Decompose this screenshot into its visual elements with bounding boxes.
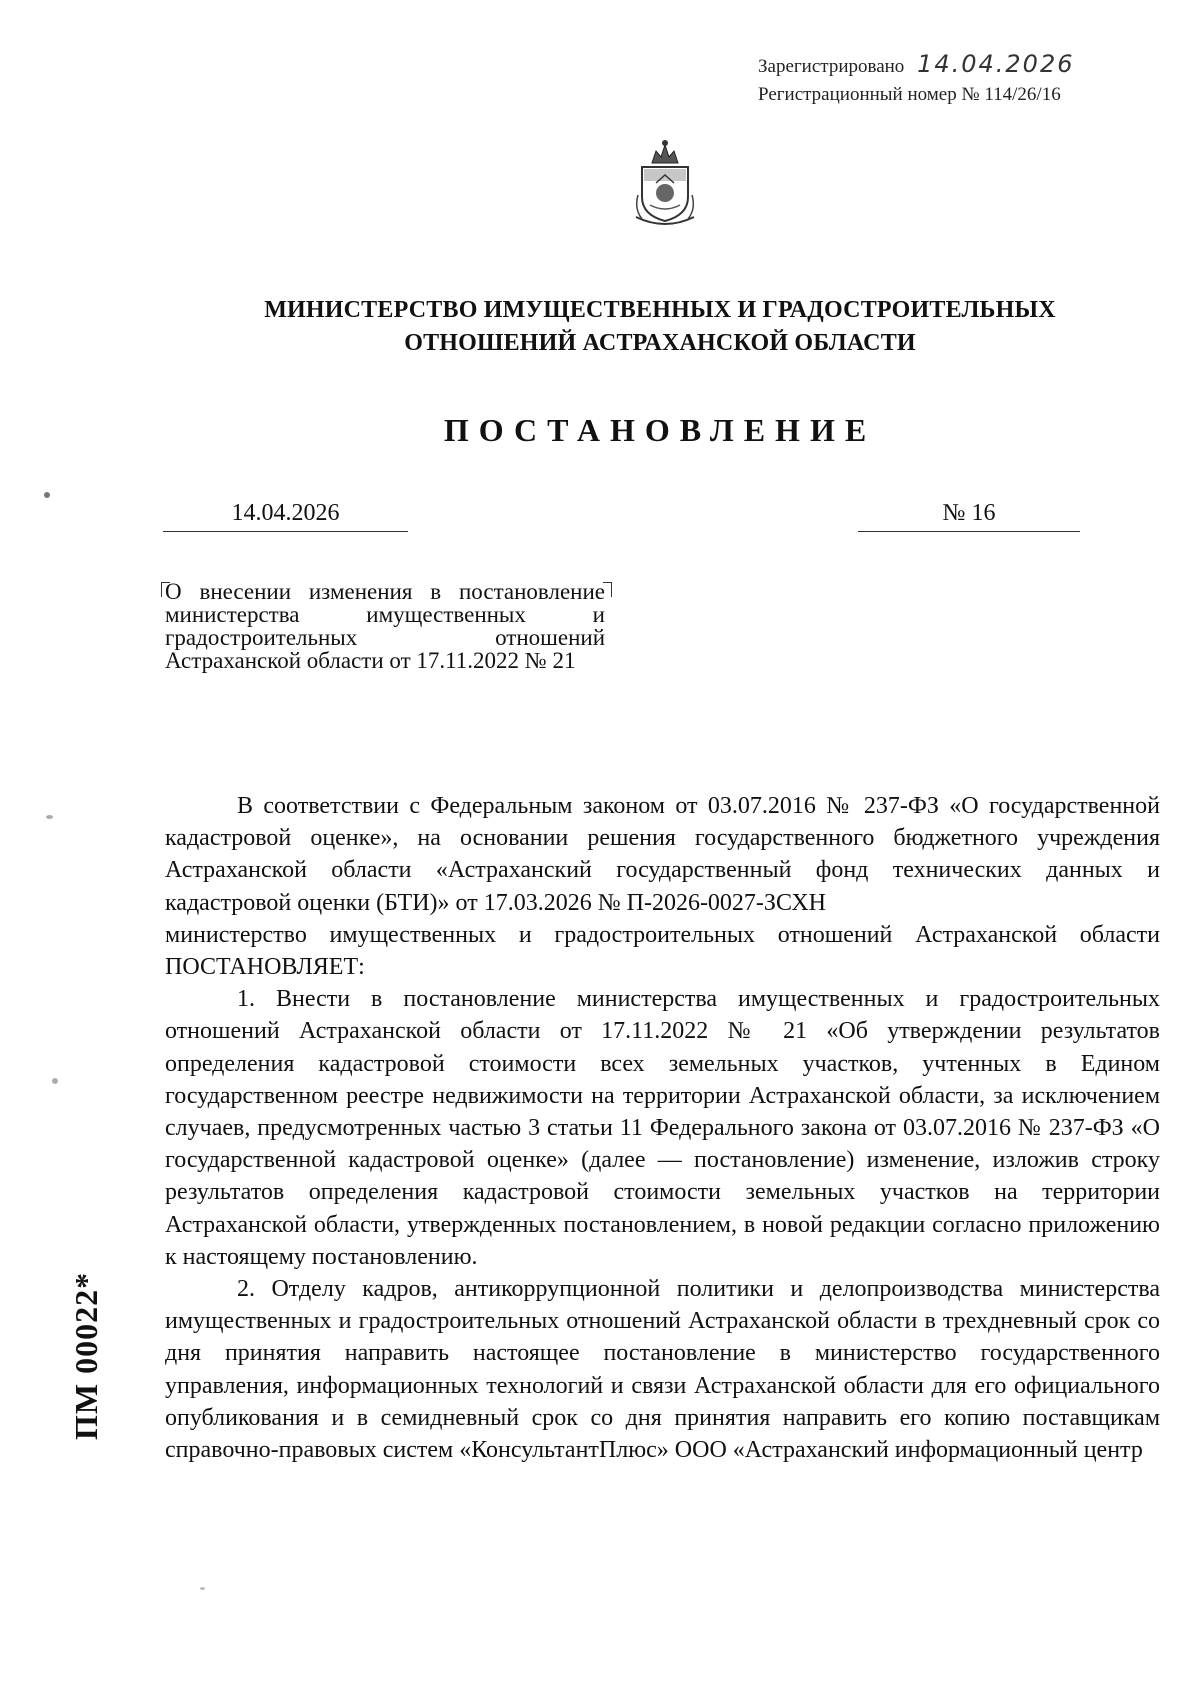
- registered-label: Зарегистрировано: [758, 56, 905, 77]
- document-subject: О внесении изменения в постановление министерства имущественных и градостроительных отношений Астраханской области от 17.11.2022 № 21: [165, 579, 605, 673]
- scan-speck: [52, 1078, 58, 1084]
- ministry-line-2: ОТНОШЕНИЙ АСТРАХАНСКОЙ ОБЛАСТИ: [404, 330, 916, 356]
- document-type-title: ПОСТАНОВЛЕНИЕ: [443, 412, 877, 448]
- ministry-line-1: МИНИСТЕРСТВО ИМУЩЕСТВЕННЫХ И ГРАДОСТРОИТЕЛЬНЫХ: [264, 297, 1056, 323]
- registration-block: [758, 50, 1074, 109]
- coat-of-arms-emblem: [630, 135, 700, 230]
- item-1-paragraph: 1. Внести в постановление министерства имущественных и градостроительных отношений Астраханской области от 17.11.2022 № 21 «Об утверждении результатов определения кадастровой стоимости всех земельных участков, учтенных в Едином государственном реестре недвижимости на территории Астраханской области, за исключением случаев, предусмотренных частью 3 статьи 11 Федерального закона от 03.07.2016 № 237-ФЗ «О государственной кадастровой оценке» (далее — постановление) изменение, изложив строку результатов определения кадастровой стоимости земельных участков на территории Астраханской области, утвержденных постановлением, в новой редакции согласно приложению к настоящему постановлению.: [165, 986, 1160, 1270]
- side-stamp: ПМ 00022*: [68, 1271, 104, 1440]
- scan-speck: [46, 815, 53, 819]
- document-date: 14.04.2026: [163, 500, 408, 532]
- registered-line: [758, 50, 1074, 81]
- scan-speck: [44, 492, 50, 498]
- document-body: [165, 790, 1160, 1466]
- registered-date-handwritten: 14.04.2026: [917, 50, 1075, 78]
- preamble-paragraph: В соответствии с Федеральным законом от 03.07.2016 № 237-ФЗ «О государственной кадастровой оценке», на основании решения государственного бюджетного учреждения Астраханской области «Астраханский государственный фонд технических данных и кадастровой оценки (БТИ)» от 17.03.2026 № П-2026-0027-ЗСХН: [165, 793, 1160, 916]
- scan-speck: [200, 1587, 205, 1590]
- item-2-paragraph: 2. Отделу кадров, антикоррупционной политики и делопроизводства министерства имущественных и градостроительных отношений Астраханской области в трехдневный срок со дня принятия направить настоящее постановление в министерство государственного управления, информационных технологий и связи Астраханской области для его официального опубликования и в семидневный срок со дня принятия направить его копию поставщикам справочно-правовых систем «КонсультантПлюс» ООО «Астраханский информационный центр: [165, 1276, 1160, 1464]
- registration-number: Регистрационный номер № 114/26/16: [758, 84, 1061, 105]
- resolves-paragraph: министерство имущественных и градостроительных отношений Астраханской области ПОСТАНОВЛЯЕТ:: [165, 921, 1160, 981]
- document-number: № 16: [858, 500, 1080, 532]
- ministry-name: [0, 294, 1200, 360]
